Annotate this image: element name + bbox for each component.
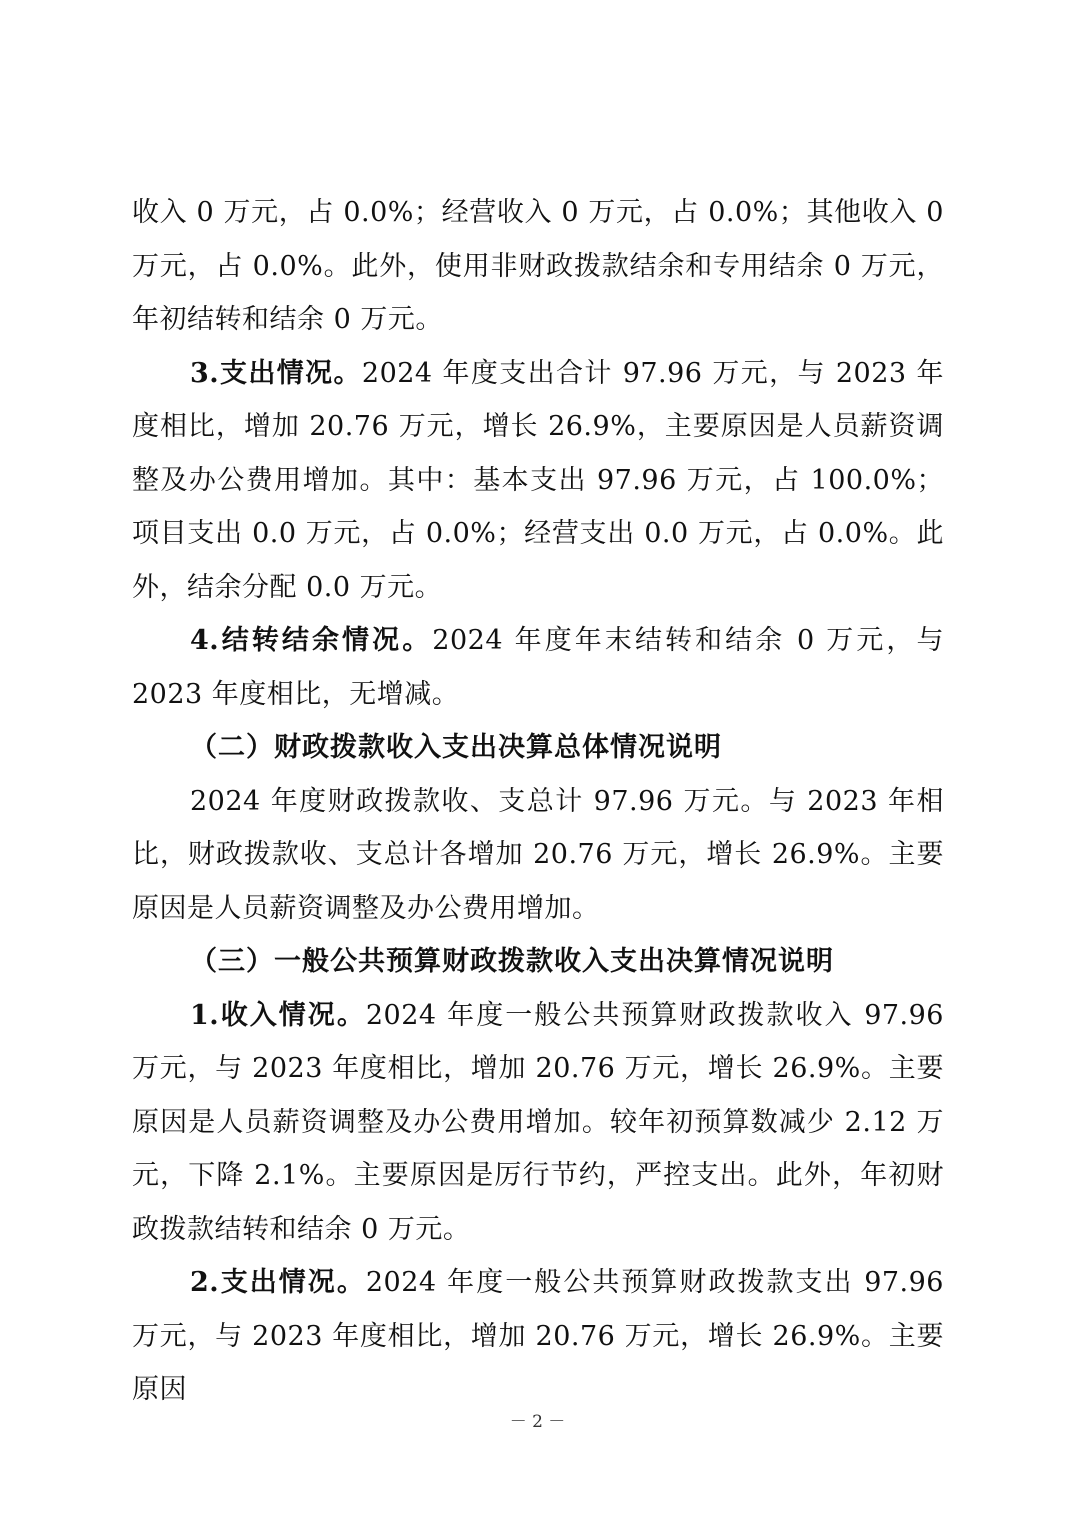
paragraph-text: 2024 年度年末结转和结余 0 万元，与 2023 年度相比，无增减。 — [132, 625, 945, 710]
carryover-paragraph — [132, 614, 944, 721]
expenditure-paragraph — [132, 347, 944, 615]
document-body — [132, 186, 944, 1417]
paragraph-text: 2024 年度财政拨款收、支总计 97.96 万元。与 2023 年相比，财政拨款收、支总计各增加 20.76 万元，增长 26.9%。主要原因是人员薪资调整及办公费用增加。 — [132, 785, 944, 924]
section-heading-fiscal-overview: （二）财政拨款收入支出决算总体情况说明 — [190, 732, 722, 763]
page-number: － 2 － — [509, 1412, 566, 1432]
income-continuation-paragraph — [132, 186, 944, 347]
fiscal-overview-paragraph — [132, 775, 944, 936]
paragraph-text: 2024 年度支出合计 97.96 万元，与 2023 年度相比，增加 20.76 万元，增长 26.9%，主要原因是人员薪资调整及办公费用增加。其中：基本支出 97.96 万元，占 100.0%；项目支出 0.0 万元，占 0.0%；经营支出 0.0 万元，占 0.0%。此外，结余分配 0.0 万元。 — [132, 357, 945, 603]
paragraph-lead: 3.支出情况。 — [190, 357, 362, 389]
section-heading-general-budget: （三）一般公共预算财政拨款收入支出决算情况说明 — [190, 946, 834, 977]
general-budget-income-paragraph — [132, 989, 944, 1257]
paragraph-text: 2024 年度一般公共预算财政拨款收入 97.96 万元，与 2023 年度相比，增加 20.76 万元，增长 26.9%。主要原因是人员薪资调整及办公费用增加。较年初预算数减少 2.12 万元，下降 2.1%。主要原因是厉行节约，严控支出。此外，年初财政拨款结转和结余 0 万元。 — [132, 999, 944, 1245]
paragraph-lead: 4.结转结余情况。 — [190, 625, 433, 656]
general-budget-expenditure-paragraph — [132, 1256, 944, 1417]
paragraph-text: 2024 年度一般公共预算财政拨款支出 97.96 万元，与 2023 年度相比，增加 20.76 万元，增长 26.9%。主要原因 — [132, 1267, 944, 1405]
paragraph-lead: 2.支出情况。 — [190, 1267, 366, 1298]
paragraph-lead: 1.收入情况。 — [190, 999, 366, 1031]
paragraph-text: 收入 0 万元，占 0.0%；经营收入 0 万元，占 0.0%；其他收入 0 万元，占 0.0%。此外，使用非财政拨款结余和专用结余 0 万元，年初结转和结余 0 万元。 — [132, 197, 944, 335]
